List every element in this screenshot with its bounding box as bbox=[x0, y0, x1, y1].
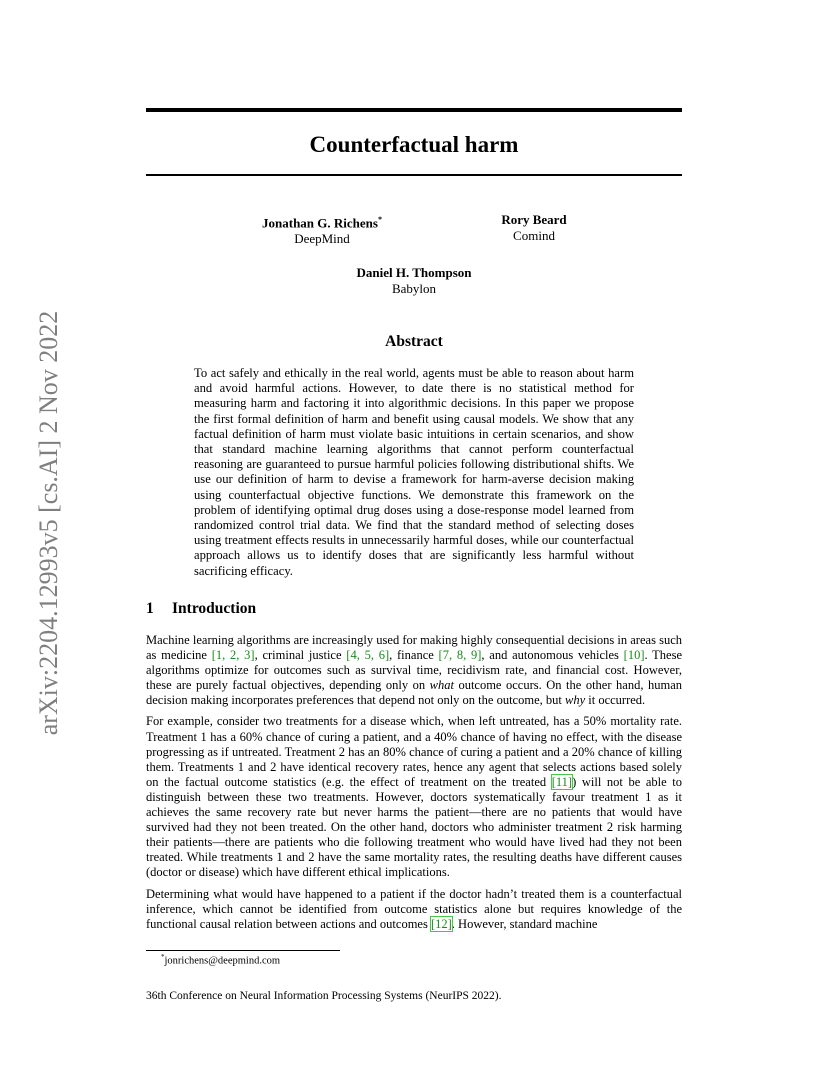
author-affiliation: Comind bbox=[513, 228, 555, 243]
paragraph: For example, consider two treatments for a disease which, when left untreated, has a 50% mortality rate. Treatment 1 has a 60% chance of curing a patient, and a 40% chance of having no effect, with the disease progressing as if untreated. Treatment 2 has an 80% chance of curing a patient and a 20% chance of killing them. Treatments 1 and 2 have identical recovery rates, hence any agent that selects actions based solely on the factual outcome statistics (e.g. the effect of treatment on the treated [11]) will not be able to distinguish between these two treatments. However, doctors systematically favour treatment 1 as it achieves the same recovery rate but never harms the patient—there are no patients that would have survived had they not been treated. On the other hand, doctors who administer treatment 2 risk harming their patients—there are patients who die following treatment who would have lived had they not been treated. While treatments 1 and 2 have the same mortality rates, the resulting deaths have different causes (doctor or disease) which have different ethical implications. bbox=[146, 714, 683, 880]
author-affiliation: Babylon bbox=[391, 281, 437, 296]
author-2 bbox=[424, 212, 644, 244]
paragraph: Machine learning algorithms are increasingly used for making highly consequential decisions in areas such as medicine [1, 2, 3], criminal justice [4, 5, 6], finance [7, 8, 9], and autonomous vehicles [10]. These algorithms optimize for outcomes such as survival time, recidivism rate, and financial cost. However, these are purely factual objectives, depending only on what outcome occurs. On the other hand, human decision making incorporates preferences that depend not only on the outcome, but why it occurred. bbox=[146, 633, 683, 708]
citation-link[interactable]: [7, 8, 9] bbox=[438, 648, 482, 663]
footnote-email: jonrichens@deepmind.com bbox=[164, 955, 281, 967]
section-title: Introduction bbox=[172, 600, 257, 617]
author-footnote-mark: * bbox=[377, 215, 382, 224]
author-3 bbox=[304, 265, 524, 297]
author-name: Jonathan G. Richens bbox=[262, 215, 378, 231]
citation-link[interactable]: [10] bbox=[623, 648, 645, 663]
paper-title: Counterfactual harm bbox=[309, 132, 519, 157]
citation-link[interactable]: [4, 5, 6] bbox=[346, 648, 390, 663]
title-rule-top bbox=[146, 108, 682, 112]
author-name: Rory Beard bbox=[501, 212, 567, 227]
author-1 bbox=[212, 212, 432, 247]
citation-link[interactable]: [12] bbox=[430, 916, 452, 931]
emphasis: why bbox=[564, 693, 586, 708]
citation-link[interactable]: [1, 2, 3] bbox=[211, 648, 255, 663]
arxiv-stamp: arXiv:2204.12993v5 [cs.AI] 2 Nov 2022 bbox=[34, 310, 63, 736]
conference-note: 36th Conference on Neural Information Processing Systems (NeurIPS 2022). bbox=[146, 990, 502, 1002]
emphasis: what bbox=[429, 678, 454, 693]
section-heading bbox=[146, 600, 256, 618]
body-text bbox=[146, 633, 682, 938]
footnote bbox=[161, 953, 280, 967]
paragraph: Determining what would have happened to a patient if the doctor hadn’t treated them is a counterfactual inference, which cannot be identified from outcome statistics alone but requires knowledge of the functional causal relation between actions and outcomes [12]. However, standard machine bbox=[146, 886, 682, 931]
footnote-rule bbox=[146, 950, 340, 951]
author-affiliation: DeepMind bbox=[294, 231, 350, 247]
abstract-text: To act safely and ethically in the real world, agents must be able to reason about harm and avoid harmful actions. However, to date there is no statistical method for measuring harm and factoring it into algorithmic decisions. In this paper we propose the first formal definition of harm and benefit using causal models. We show that any factual definition of harm must violate basic intuitions in certain scenarios, and show that standard machine learning algorithms that cannot perform counterfactual reasoning are guaranteed to pursue harmful policies following distributional shifts. We use our definition of harm to devise a framework for harm-averse decision making using counterfactual objective functions. We demonstrate this framework on the problem of identifying optimal drug doses using a dose-response model learned from randomized control trial data. We find that the standard method of selecting doses using treatment effects results in unnecessarily harmful doses, while our counterfactual approach allows us to identify doses that are significantly less harmful without sacrificing efficacy. bbox=[194, 366, 634, 578]
section-number: 1 bbox=[146, 600, 154, 617]
footnote-mark: * bbox=[161, 953, 165, 961]
title-rule-bottom bbox=[146, 174, 682, 176]
citation-link[interactable]: [11] bbox=[551, 774, 573, 789]
author-name: Daniel H. Thompson bbox=[356, 265, 472, 280]
abstract-heading: Abstract bbox=[385, 333, 443, 350]
